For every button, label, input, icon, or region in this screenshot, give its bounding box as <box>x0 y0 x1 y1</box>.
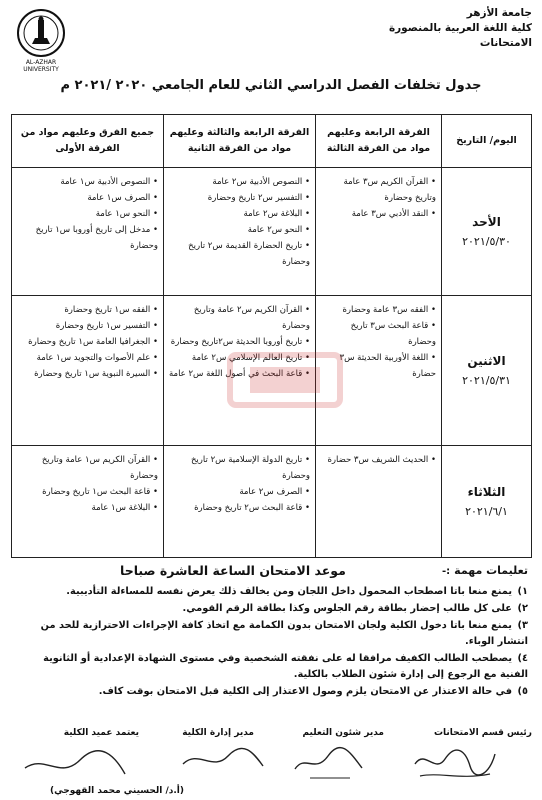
subject-item: • قاعة البحث س٢ تاريخ وحضارة <box>169 500 310 516</box>
instruction-text: على كل طالب إحضار بطاقة رقم الجلوس وكذا بطاقة الرقم القومي. <box>182 603 512 614</box>
instruction-text: في حالة الاعتذار عن الامتحان يلزم وصول الاعتذار إلى الكلية قبل الامتحان بوقت كاف. <box>98 686 512 697</box>
instruction-item <box>14 651 528 683</box>
subject-item: • الفقه س٣ عامة وحضارة <box>321 302 436 318</box>
subjects-cell <box>12 296 164 446</box>
header-fourth-third-second: الفرقة الرابعة والثالثة وعليهم مواد من الفرقة الثانية <box>164 115 316 168</box>
subject-item: • النحو س١ عامة <box>17 206 158 222</box>
subject-item: • القرآن الكريم س١ عامة وتاريخ وحضارة <box>17 452 158 484</box>
day-date: ٢٠٢١/٦/١ <box>465 505 508 518</box>
day-name: الثلاثاء <box>467 485 506 499</box>
watermark-stamp-icon <box>225 345 345 415</box>
subjects-cell <box>316 168 442 296</box>
subject-item: • القرآن الكريم س٣ عامة وتاريخ وحضارة <box>321 174 436 206</box>
subject-item: • القرآن الكريم س٢ عامة وتاريخ وحضارة <box>169 302 310 334</box>
instruction-number: ٥) <box>517 686 528 697</box>
subject-item: • قاعة البحث س١ تاريخ وحضارة <box>17 484 158 500</box>
university-seal-icon <box>14 8 68 58</box>
subject-item: • الفقه س١ تاريخ وحضارة <box>17 302 158 318</box>
subject-item: • تاريخ الدولة الإسلامية س٢ تاريخ وحضارة <box>169 452 310 484</box>
subject-item: • النصوص الأدبية س١ عامة <box>17 174 158 190</box>
subject-item: • النقد الأدبي س٣ عامة <box>321 206 436 222</box>
instruction-item <box>14 618 528 650</box>
exam-schedule-table <box>11 114 532 558</box>
university-name: جامعة الأزهر <box>466 7 532 19</box>
header-all-first: جميع الفرق وعليهم مواد من الفرقة الأولى <box>12 115 164 168</box>
instruction-text: يمنع منعا باتا اصطحاب المحمول داخل اللجان ومن يخالف ذلك يعرض نفسه للمساءلة التأديبية. <box>66 586 512 597</box>
instructions-title-suffix: :- <box>442 566 451 577</box>
day-name: الاثنين <box>467 354 506 368</box>
institution-header <box>382 6 532 51</box>
subjects-cell <box>164 168 316 296</box>
instruction-number: ٣) <box>517 620 528 631</box>
table-row <box>12 446 532 558</box>
logo-caption: AL-AZHAR UNIVERSITY <box>23 59 59 73</box>
day-name: الأحد <box>472 215 501 229</box>
subjects-cell <box>12 168 164 296</box>
subject-item: • تاريخ العالم الإسلامي س٢ عامة <box>169 350 310 366</box>
day-cell <box>442 296 532 446</box>
day-cell <box>442 168 532 296</box>
subject-item: • التفسير س١ تاريخ وحضارة <box>17 318 158 334</box>
instruction-item <box>14 684 528 700</box>
instruction-text: يمنع منعا باتا دخول الكلية ولجان الامتحان بدون الكمامة مع اتخاذ كافة الإجراءات الاحترازية للحد من انتشار الوباء. <box>40 620 528 647</box>
instruction-item <box>14 584 528 600</box>
table-row <box>12 168 532 296</box>
subject-item: • التفسير س٢ تاريخ وحضارة <box>169 190 310 206</box>
instruction-item <box>14 601 528 617</box>
document-title: جدول تخلفات الفصل الدراسي الثاني للعام الجامعي ٢٠٢٠ /٢٠٢١ م <box>60 78 482 93</box>
subject-item: • النحو س٢ عامة <box>169 222 310 238</box>
table-header-row <box>12 115 532 168</box>
subject-item: • الصرف س٢ عامة <box>169 484 310 500</box>
department-name: الامتحانات <box>479 37 532 49</box>
day-cell <box>442 446 532 558</box>
header-fourth-third: الفرقة الرابعة وعليهم مواد من الفرقة الثالثة <box>316 115 442 168</box>
subject-item: • الصرف س١ عامة <box>17 190 158 206</box>
subject-item: • النصوص الأدبية س٢ عامة <box>169 174 310 190</box>
subject-item: • قاعة البحث س٣ تاريخ وحضارة <box>321 318 436 350</box>
university-logo <box>14 8 68 73</box>
exam-time: موعد الامتحان الساعة العاشرة صباحا <box>120 563 346 578</box>
signature-dean-approval: يعتمد عميد الكلية <box>63 728 139 738</box>
subject-item: • البلاغة س١ عامة <box>17 500 158 516</box>
faculty-name: كلية اللغة العربية بالمنصورة <box>388 22 532 34</box>
instruction-text: يصطحب الطالب الكفيف مرافقا له على نفقته الشخصية وفي مستوى الشهادة الإعدادية أو الثانوية الفنية مع الرجوع إلى إدارة شئون الطلاب بالكلية. <box>43 653 528 680</box>
signature-faculty-director: مدير إدارة الكلية <box>182 728 254 738</box>
signature-education-director: مدير شئون التعليم <box>302 728 384 738</box>
handwritten-signature-icon <box>178 744 268 776</box>
dean-name: (أ.د/ الحسيني محمد القهوجي) <box>50 786 185 796</box>
instructions-title: تعليمات مهمة <box>454 564 528 577</box>
subject-item: • السيرة النبوية س١ تاريخ وحضارة <box>17 366 158 382</box>
subject-item: • اللغة الأوربية الحديثة س٣ حضارة <box>321 350 436 382</box>
subjects-cell <box>12 446 164 558</box>
subjects-cell <box>316 446 442 558</box>
subject-item: • قاعة البحث في أصول اللغة س٢ عامة <box>169 366 310 382</box>
instruction-number: ٢) <box>517 603 528 614</box>
day-date: ٢٠٢١/٥/٣١ <box>462 374 511 387</box>
header-day-date: اليوم/ التاريخ <box>442 115 532 168</box>
instruction-number: ١) <box>517 586 528 597</box>
day-date: ٢٠٢١/٥/٣٠ <box>462 235 511 248</box>
subject-item: • مدخل إلى تاريخ أوروبا س١ تاريخ وحضارة <box>17 222 158 254</box>
signature-head-exams: رئيس قسم الامتحانات <box>433 728 532 738</box>
instructions-list <box>14 584 528 701</box>
subject-item: • الجغرافيا العامة س١ تاريخ وحضارة <box>17 334 158 350</box>
subject-item: • البلاغة س٢ عامة <box>169 206 310 222</box>
subject-item: • تاريخ الحضارة القديمة س٢ تاريخ وحضارة <box>169 238 310 270</box>
instruction-number: ٤) <box>517 653 528 664</box>
handwritten-signature-icon <box>20 750 130 784</box>
subject-item: • تاريخ أوروبا الحديثة س٢تاريخ وحضارة <box>169 334 310 350</box>
subjects-cell <box>164 446 316 558</box>
instructions-heading <box>442 564 528 577</box>
subject-item: • علم الأصوات والتجويد س١ عامة <box>17 350 158 366</box>
handwritten-signature-icon <box>410 744 500 784</box>
handwritten-signature-icon <box>290 744 370 784</box>
subject-item: • الحديث الشريف س٣ حضارة <box>321 452 436 468</box>
